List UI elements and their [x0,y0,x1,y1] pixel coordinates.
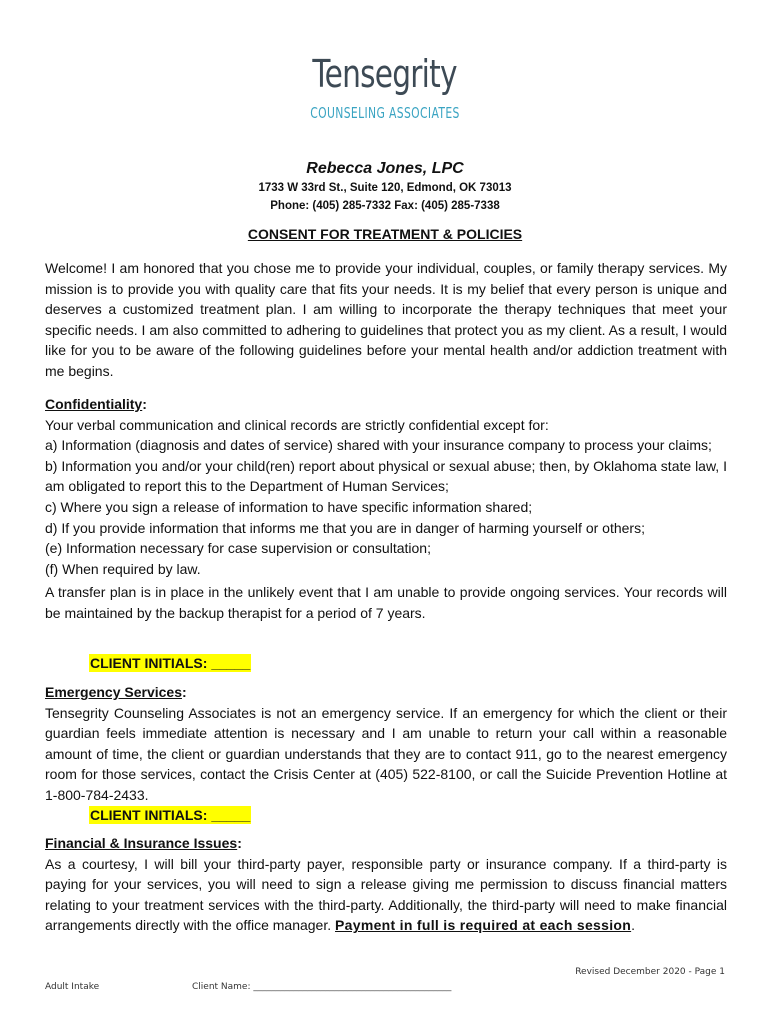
therapist-name: Rebecca Jones, LPC [306,160,464,177]
financial-colon: : [237,835,242,851]
financial-section [45,833,727,936]
address: 1733 W 33rd St., Suite 120, Edmond, OK 73013 [258,182,512,194]
phone-fax: Phone: (405) 285-7332 Fax: (405) 285-7338 [270,200,500,212]
client-initials-field[interactable]: CLIENT INITIALS: _____ [90,655,251,671]
financial-heading: Financial & Insurance Issues [45,835,238,851]
emergency-heading: Emergency Services [45,684,182,700]
financial-end: . [631,917,636,934]
confidentiality-item: c) Where you sign a release of information to have specific information shared; [45,498,533,515]
logo-main-text: Tensegrity [312,52,458,96]
confidentiality-item: d) If you provide information that informs me that you are in danger of harming yourself or others; [45,519,645,536]
emergency-colon: : [181,684,187,700]
welcome-paragraph: Welcome! I am honored that you chose me to provide your individual, couples, or family therapy services. My mission is to provide you with quality care that fits your needs. It is my belief that every person is unique and deserves a customized treatment plan. I am willing to incorporate the therapy techniques that meet your specific needs. I am also committed to adhering to guidelines that protect you as my client. As a result, I would like for you to be aware of the following guidelines before your mental health and/or addiction treatment with me begins. [45,260,727,379]
revision-note: Revised December 2020 - Page 1 [575,967,725,977]
financial-text: As a courtesy, I will bill your third-party payer, responsible party or insurance company. If a third-party is paying for your services, you will need to sign a release giving me permission to discuss financial matters relating to your treatment services with the third-party. Additionally, the third-party will need to make financial arrangements directly with the office manager. [45,855,727,934]
confidentiality-intro: Your verbal communication and clinical records are strictly confidential except for: [45,416,549,433]
confidentiality-item: a) Information (diagnosis and dates of service) shared with your insurance company to process your claims; [45,437,712,454]
confidentiality-section [45,394,727,624]
emergency-text: Tensegrity Counseling Associates is not an emergency service. If an emergency for which the client or their guardian feels immediate attention is necessary and I am unable to return your call within a reasonable amount of time, the client or guardian understands that they are to contact 911, go to the nearest emergency room for those services, contact the Crisis Center at (405) 522-8100, or call the Suicide Prevention Hotline at 1-800-784-2433. [45,704,727,803]
document-title: CONSENT FOR TREATMENT & POLICIES [247,226,523,242]
confidentiality-heading: Confidentiality [45,396,143,412]
confidentiality-item: (e) Information necessary for case supervision or consultation; [45,540,431,557]
confidentiality-item: (f) When required by law. [45,560,201,577]
transfer-plan: A transfer plan is in place in the unlikely event that I am unable to provide ongoing services. Your records will be maintained by the backup therapist for a period of 7 years. [45,584,727,621]
practice-logo [0,52,770,122]
client-initials-field[interactable]: CLIENT INITIALS: _____ [90,807,251,823]
client-name-field[interactable]: Client Name: ____________________________________________ [192,982,452,992]
confidentiality-item: b) Information you and/or your child(ren) report about physical or sexual abuse; then, by Oklahoma state law, I am obligated to report this to the Department of Human Services; [45,457,727,495]
footer-adult-intake: Adult Intake [45,982,100,992]
confidentiality-colon: : [142,396,147,412]
emergency-section [45,682,727,806]
logo-sub-text: COUNSELING ASSOCIATES [310,104,460,122]
payment-emphasis: Payment in full is required at each session [335,917,632,934]
